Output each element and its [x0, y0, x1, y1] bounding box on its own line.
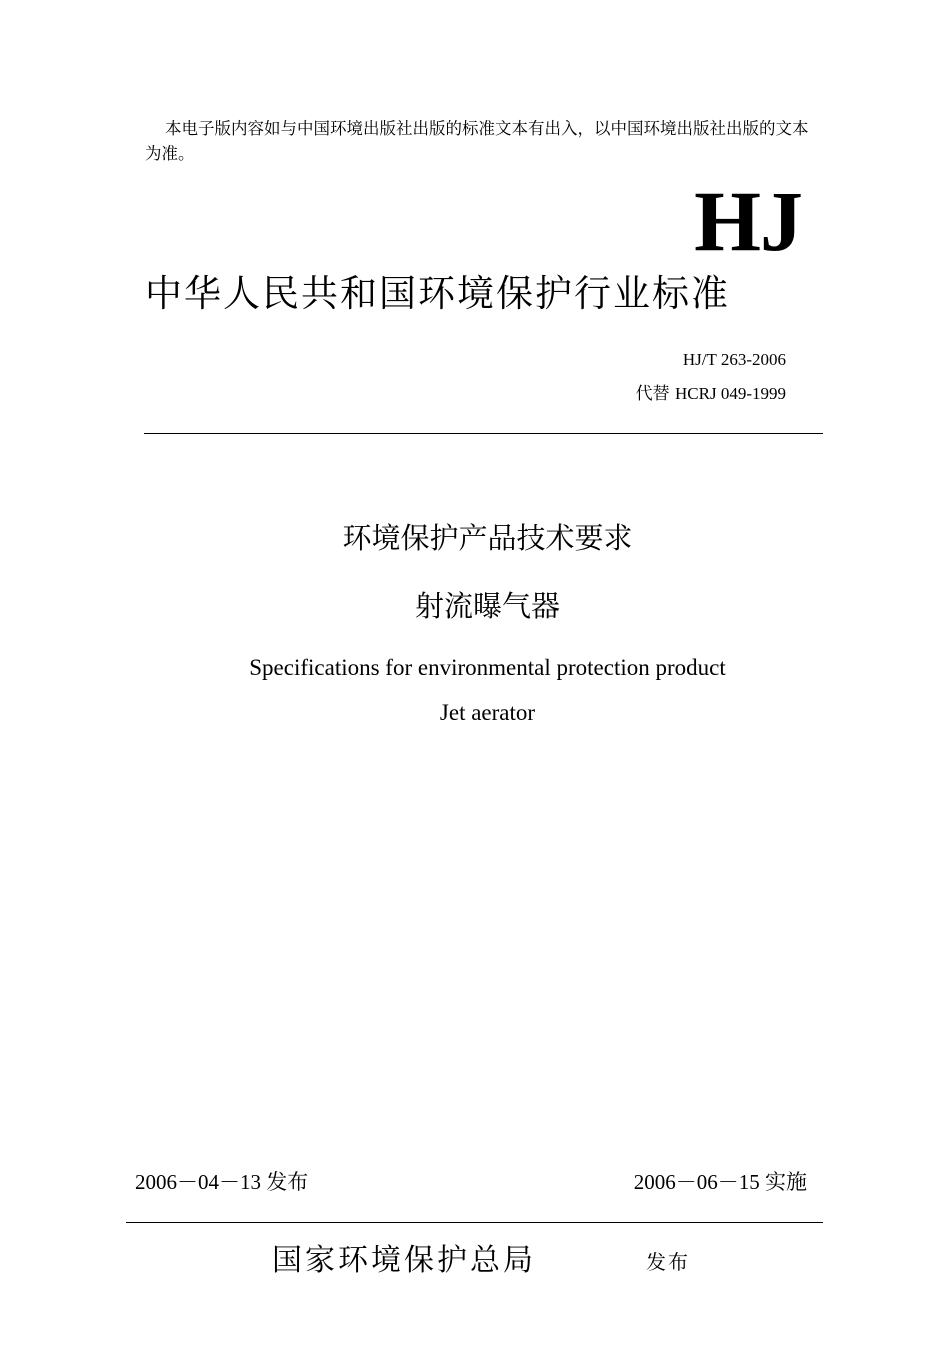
- top-divider: [144, 433, 823, 434]
- issuer-name: 国家环境保护总局: [272, 1243, 536, 1278]
- standard-number: HJ/T 263-2006: [682, 350, 786, 369]
- disclaimer-note: 本电子版内容如与中国环境出版社出版的标准文本有出入，以中国环境出版社出版的文本为准。: [145, 119, 809, 163]
- replaces-prefix: 代替: [635, 384, 670, 404]
- title-cn-line1: 环境保护产品技术要求: [342, 521, 633, 555]
- title-en-line2: Jet aerator: [439, 700, 536, 725]
- replaces-code: HCRJ 049-1999: [675, 384, 786, 403]
- implementation-date: 2006－06－15 实施: [633, 1170, 807, 1194]
- issuer-suffix: 发布: [646, 1250, 690, 1274]
- standard-category: 中华人民共和国环境保护行业标准: [145, 272, 730, 315]
- title-cn-line2: 射流曝气器: [414, 589, 560, 623]
- hj-logo: HJ: [694, 173, 802, 269]
- issue-date: 2006－04－13 发布: [135, 1170, 309, 1194]
- bottom-divider: [126, 1222, 823, 1223]
- replaces-standard: [636, 382, 786, 406]
- title-en-line1: Specifications for environmental protection product: [249, 655, 726, 680]
